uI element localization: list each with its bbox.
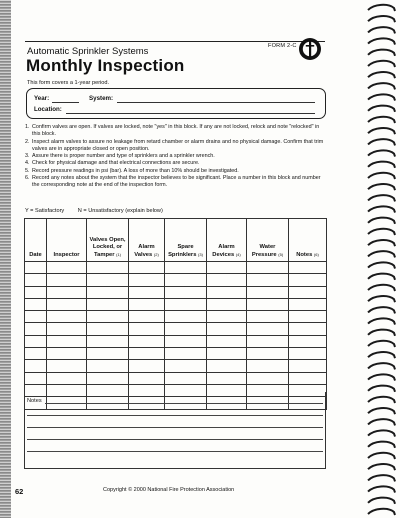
table-cell[interactable] xyxy=(247,262,289,274)
table-cell[interactable] xyxy=(247,274,289,286)
table-row xyxy=(25,323,327,335)
instruction-text: Check for physical damage and that electrical connections are secure. xyxy=(32,160,200,167)
coverage-note: This form covers a 1-year period. xyxy=(27,80,110,86)
table-cell[interactable] xyxy=(207,348,247,360)
spiral-coil xyxy=(368,16,395,22)
rating-legend xyxy=(25,208,163,214)
column-header: Alarm Devices (4) xyxy=(207,219,247,262)
table-cell[interactable] xyxy=(25,311,47,323)
spiral-coil xyxy=(368,430,395,436)
spiral-coil xyxy=(368,464,395,470)
instruction-text: Record pressure readings in psi (bar). A loss of more than 10% should be investigated. xyxy=(32,167,239,174)
spiral-coil xyxy=(368,38,395,44)
table-cell[interactable] xyxy=(207,372,247,384)
spiral-coil xyxy=(368,117,395,123)
table-cell[interactable] xyxy=(247,372,289,384)
table-cell[interactable] xyxy=(47,274,87,286)
table-cell[interactable] xyxy=(289,274,327,286)
table-cell[interactable] xyxy=(247,335,289,347)
location-label: Location: xyxy=(34,106,62,113)
form-number: FORM 2-C xyxy=(268,43,297,49)
notes-label: Notes xyxy=(27,398,42,404)
spiral-coil xyxy=(368,218,395,224)
instruction-item xyxy=(25,153,325,160)
instruction-number: 1. xyxy=(25,124,30,130)
instruction-item xyxy=(25,175,325,190)
table-cell[interactable] xyxy=(129,286,165,298)
table-cell[interactable] xyxy=(165,360,207,372)
table-cell[interactable] xyxy=(289,323,327,335)
table-cell[interactable] xyxy=(25,323,47,335)
instruction-number: 3. xyxy=(25,153,30,160)
spiral-coil xyxy=(368,262,395,268)
spiral-coil xyxy=(368,106,395,112)
spiral-coil xyxy=(368,318,395,324)
column-header: Inspector xyxy=(47,219,87,262)
table-cell[interactable] xyxy=(25,262,47,274)
table-cell[interactable] xyxy=(47,348,87,360)
table-cell[interactable] xyxy=(207,311,247,323)
spiral-coil xyxy=(368,498,395,504)
table-cell[interactable] xyxy=(129,298,165,310)
table-cell[interactable] xyxy=(289,360,327,372)
column-header: Date xyxy=(25,219,47,262)
notes-line[interactable] xyxy=(27,415,323,416)
table-cell[interactable] xyxy=(129,372,165,384)
table-cell[interactable] xyxy=(129,348,165,360)
table-cell[interactable] xyxy=(47,311,87,323)
table-row xyxy=(25,286,327,298)
column-header: Spare Sprinklers (3) xyxy=(165,219,207,262)
table-cell[interactable] xyxy=(25,360,47,372)
form-subtitle: Automatic Sprinkler Systems xyxy=(27,46,149,57)
table-cell[interactable] xyxy=(165,286,207,298)
table-cell[interactable] xyxy=(129,323,165,335)
spiral-coil xyxy=(368,61,395,67)
instruction-text: Confirm valves are open. If valves are locked, note "yes" in this block. If any are not locked, relock and note "relocked" in this block. xyxy=(32,124,320,138)
nfpa-logo-icon xyxy=(298,37,322,61)
table-cell[interactable] xyxy=(247,286,289,298)
spiral-coil xyxy=(368,229,395,235)
table-row xyxy=(25,372,327,384)
spiral-coil xyxy=(368,72,395,78)
table-row xyxy=(25,335,327,347)
spiral-coil xyxy=(368,251,395,257)
table-cell[interactable] xyxy=(47,335,87,347)
spiral-coil xyxy=(368,150,395,156)
spiral-coil xyxy=(368,5,395,11)
table-row xyxy=(25,274,327,286)
column-header: Valves Open, Locked, or Tamper (1) xyxy=(87,219,129,262)
instruction-item xyxy=(25,168,325,175)
page-number: 62 xyxy=(15,487,24,496)
instruction-text: Assure there is proper number and type of sprinklers and a sprinkler wrench. xyxy=(32,153,215,160)
table-cell[interactable] xyxy=(165,262,207,274)
spiral-coil xyxy=(368,419,395,425)
table-header-row xyxy=(25,219,327,262)
table-cell[interactable] xyxy=(87,360,129,372)
table-cell[interactable] xyxy=(87,372,129,384)
table-cell[interactable] xyxy=(129,335,165,347)
spiral-coil xyxy=(368,386,395,392)
spiral-coil xyxy=(368,397,395,403)
table-cell[interactable] xyxy=(25,372,47,384)
spiral-coil xyxy=(368,509,395,515)
table-cell[interactable] xyxy=(289,335,327,347)
spiral-coil xyxy=(368,173,395,179)
year-label: Year: xyxy=(34,95,50,102)
spiral-coil xyxy=(368,139,395,145)
spiral-binding-graphic xyxy=(364,0,400,518)
header-rule xyxy=(25,41,325,42)
table-cell[interactable] xyxy=(289,286,327,298)
system-field[interactable] xyxy=(117,102,315,103)
table-cell[interactable] xyxy=(87,348,129,360)
table-cell[interactable] xyxy=(207,335,247,347)
table-cell[interactable] xyxy=(47,286,87,298)
spiral-coil xyxy=(368,330,395,336)
table-row xyxy=(25,298,327,310)
notes-line[interactable] xyxy=(27,451,323,452)
table-cell[interactable] xyxy=(47,298,87,310)
spiral-coil xyxy=(368,206,395,212)
table-cell[interactable] xyxy=(165,372,207,384)
table-body xyxy=(25,262,327,410)
notes-line[interactable] xyxy=(45,403,323,404)
table-cell[interactable] xyxy=(247,298,289,310)
instruction-item xyxy=(25,124,325,139)
instruction-text: Record any notes about the system that the inspector believes to be significant. Place a number in this block and number the corresponding note at the end of the inspection form. xyxy=(32,175,321,189)
table-cell[interactable] xyxy=(87,286,129,298)
info-fields-box xyxy=(26,88,326,119)
instruction-number: 5. xyxy=(25,167,30,174)
spiral-coil xyxy=(368,50,395,56)
instruction-item xyxy=(25,160,325,167)
instruction-number: 2. xyxy=(25,138,30,145)
spiral-coil xyxy=(368,94,395,100)
binding-edge xyxy=(0,0,11,518)
spiral-coil xyxy=(368,285,395,291)
spiral-coil xyxy=(368,296,395,302)
table-cell[interactable] xyxy=(47,372,87,384)
table-cell[interactable] xyxy=(207,274,247,286)
spiral-coil xyxy=(368,408,395,414)
spiral-coil xyxy=(368,195,395,201)
table-cell[interactable] xyxy=(87,335,129,347)
table-cell[interactable] xyxy=(25,335,47,347)
year-field[interactable] xyxy=(52,102,79,103)
table-cell[interactable] xyxy=(47,323,87,335)
legend-satisfactory: Y = Satisfactory xyxy=(25,208,65,214)
page-title: Monthly Inspection xyxy=(26,56,185,75)
column-header: Notes (6) xyxy=(289,219,327,262)
table-cell[interactable] xyxy=(247,323,289,335)
spiral-coil xyxy=(368,442,395,448)
copyright-notice: Copyright © 2000 National Fire Protection Association xyxy=(103,487,235,493)
table-cell[interactable] xyxy=(207,323,247,335)
table-cell[interactable] xyxy=(247,311,289,323)
spiral-coil xyxy=(368,162,395,168)
table-cell[interactable] xyxy=(47,262,87,274)
table-cell[interactable] xyxy=(289,372,327,384)
table-row xyxy=(25,348,327,360)
table-cell[interactable] xyxy=(289,311,327,323)
notes-line[interactable] xyxy=(27,439,323,440)
table-cell[interactable] xyxy=(165,323,207,335)
table-cell[interactable] xyxy=(165,311,207,323)
table-cell[interactable] xyxy=(25,286,47,298)
table-cell[interactable] xyxy=(87,323,129,335)
table-cell[interactable] xyxy=(129,262,165,274)
table-cell[interactable] xyxy=(165,335,207,347)
table-cell[interactable] xyxy=(25,348,47,360)
table-row xyxy=(25,311,327,323)
table-cell[interactable] xyxy=(87,262,129,274)
table-cell[interactable] xyxy=(87,274,129,286)
spiral-coil xyxy=(368,83,395,89)
table-cell[interactable] xyxy=(25,274,47,286)
spiral-coil xyxy=(368,352,395,358)
inspection-table xyxy=(24,218,327,410)
spiral-coil xyxy=(368,374,395,380)
table-cell[interactable] xyxy=(289,262,327,274)
spiral-coil xyxy=(368,274,395,280)
table-cell[interactable] xyxy=(129,274,165,286)
table-cell[interactable] xyxy=(247,360,289,372)
legend-unsatisfactory: N = Unsatisfactory (explain below) xyxy=(77,208,163,214)
table-cell[interactable] xyxy=(129,360,165,372)
table-cell[interactable] xyxy=(47,360,87,372)
table-cell[interactable] xyxy=(165,274,207,286)
table-cell[interactable] xyxy=(25,298,47,310)
instruction-item xyxy=(25,139,325,154)
notes-section xyxy=(24,392,326,469)
table-cell[interactable] xyxy=(207,360,247,372)
spiral-coil xyxy=(368,240,395,246)
table-cell[interactable] xyxy=(87,298,129,310)
table-cell[interactable] xyxy=(207,286,247,298)
instruction-text: Inspect alarm valves to assure no leakage from retard chamber or alarm drains and no physical damage. Confirm that trim valves are in appropriate closed or open position. xyxy=(32,138,324,152)
instructions-list xyxy=(25,124,325,190)
table-cell[interactable] xyxy=(207,262,247,274)
spiral-coil xyxy=(368,363,395,369)
table-cell[interactable] xyxy=(165,348,207,360)
spiral-coil xyxy=(368,475,395,481)
table-cell[interactable] xyxy=(165,298,207,310)
spiral-coil xyxy=(368,453,395,459)
table-cell[interactable] xyxy=(289,348,327,360)
spiral-coil xyxy=(368,307,395,313)
spiral-binding xyxy=(364,0,400,518)
table-row xyxy=(25,262,327,274)
spiral-coil xyxy=(368,341,395,347)
instruction-number: 4. xyxy=(25,160,30,167)
system-label: System: xyxy=(89,95,114,102)
table-cell[interactable] xyxy=(207,298,247,310)
column-header: Water Pressure (5) xyxy=(247,219,289,262)
table-cell[interactable] xyxy=(247,348,289,360)
table-cell[interactable] xyxy=(129,311,165,323)
spiral-coil xyxy=(368,27,395,33)
spiral-coil xyxy=(368,128,395,134)
table-cell[interactable] xyxy=(87,311,129,323)
spiral-coil xyxy=(368,184,395,190)
location-field[interactable] xyxy=(66,113,315,114)
table-row xyxy=(25,360,327,372)
column-header: Alarm Valves (2) xyxy=(129,219,165,262)
table-cell[interactable] xyxy=(289,298,327,310)
notes-line[interactable] xyxy=(27,427,323,428)
instruction-number: 6. xyxy=(25,175,30,182)
spiral-coil xyxy=(368,486,395,492)
